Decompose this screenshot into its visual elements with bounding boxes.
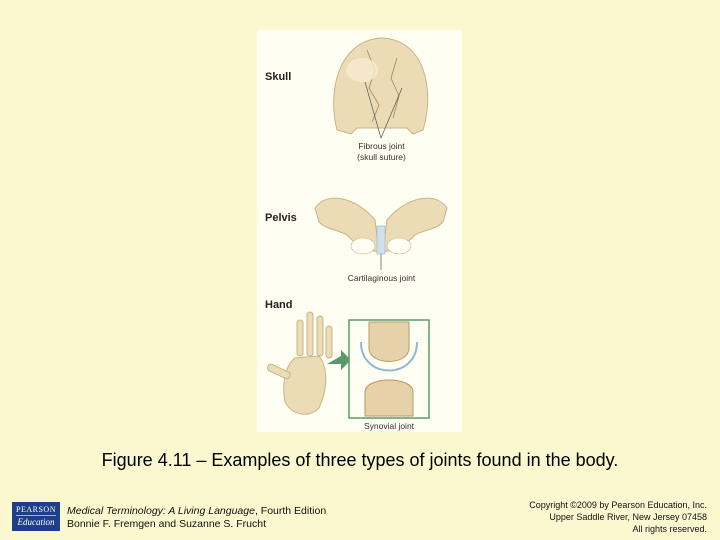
copyright-line3: All rights reserved. (632, 524, 707, 534)
synovial-joint-illustration (349, 320, 429, 418)
pelvis-label: Pelvis (265, 212, 297, 224)
copyright-line2: Upper Saddle River, New Jersey 07458 (549, 512, 707, 522)
hand-illustration (266, 312, 332, 414)
book-title-line (67, 505, 326, 518)
hand-label: Hand (265, 299, 293, 311)
book-authors: Bonnie F. Fremgen and Suzanne S. Frucht (67, 518, 267, 530)
synovial-joint-caption: Synovial joint (363, 421, 415, 431)
cartilaginous-joint-caption: Cartilaginous joint (347, 273, 416, 283)
skull-illustration (334, 38, 428, 138)
fibrous-caption-line2: (skull suture) (357, 152, 406, 162)
figure-caption: Figure 4.11 – Examples of three types of joints found in the body. (101, 450, 619, 470)
book-edition: , Fourth Edition (254, 505, 327, 517)
logo-line2: Education (17, 517, 55, 527)
book-citation (67, 505, 326, 531)
figure-panel (257, 30, 462, 432)
logo-line1: PEARSON (16, 505, 56, 514)
pearson-logo (12, 502, 60, 531)
fibrous-joint-caption (329, 141, 434, 163)
fibrous-caption-line1: Fibrous joint (358, 141, 405, 151)
joints-illustration (257, 30, 462, 432)
copyright-notice (529, 499, 707, 535)
copyright-line1: Copyright ©2009 by Pearson Education, Inc. (529, 500, 707, 510)
book-title: Medical Terminology: A Living Language (67, 505, 255, 517)
pelvis-illustration (315, 198, 447, 270)
skull-label: Skull (265, 71, 292, 83)
